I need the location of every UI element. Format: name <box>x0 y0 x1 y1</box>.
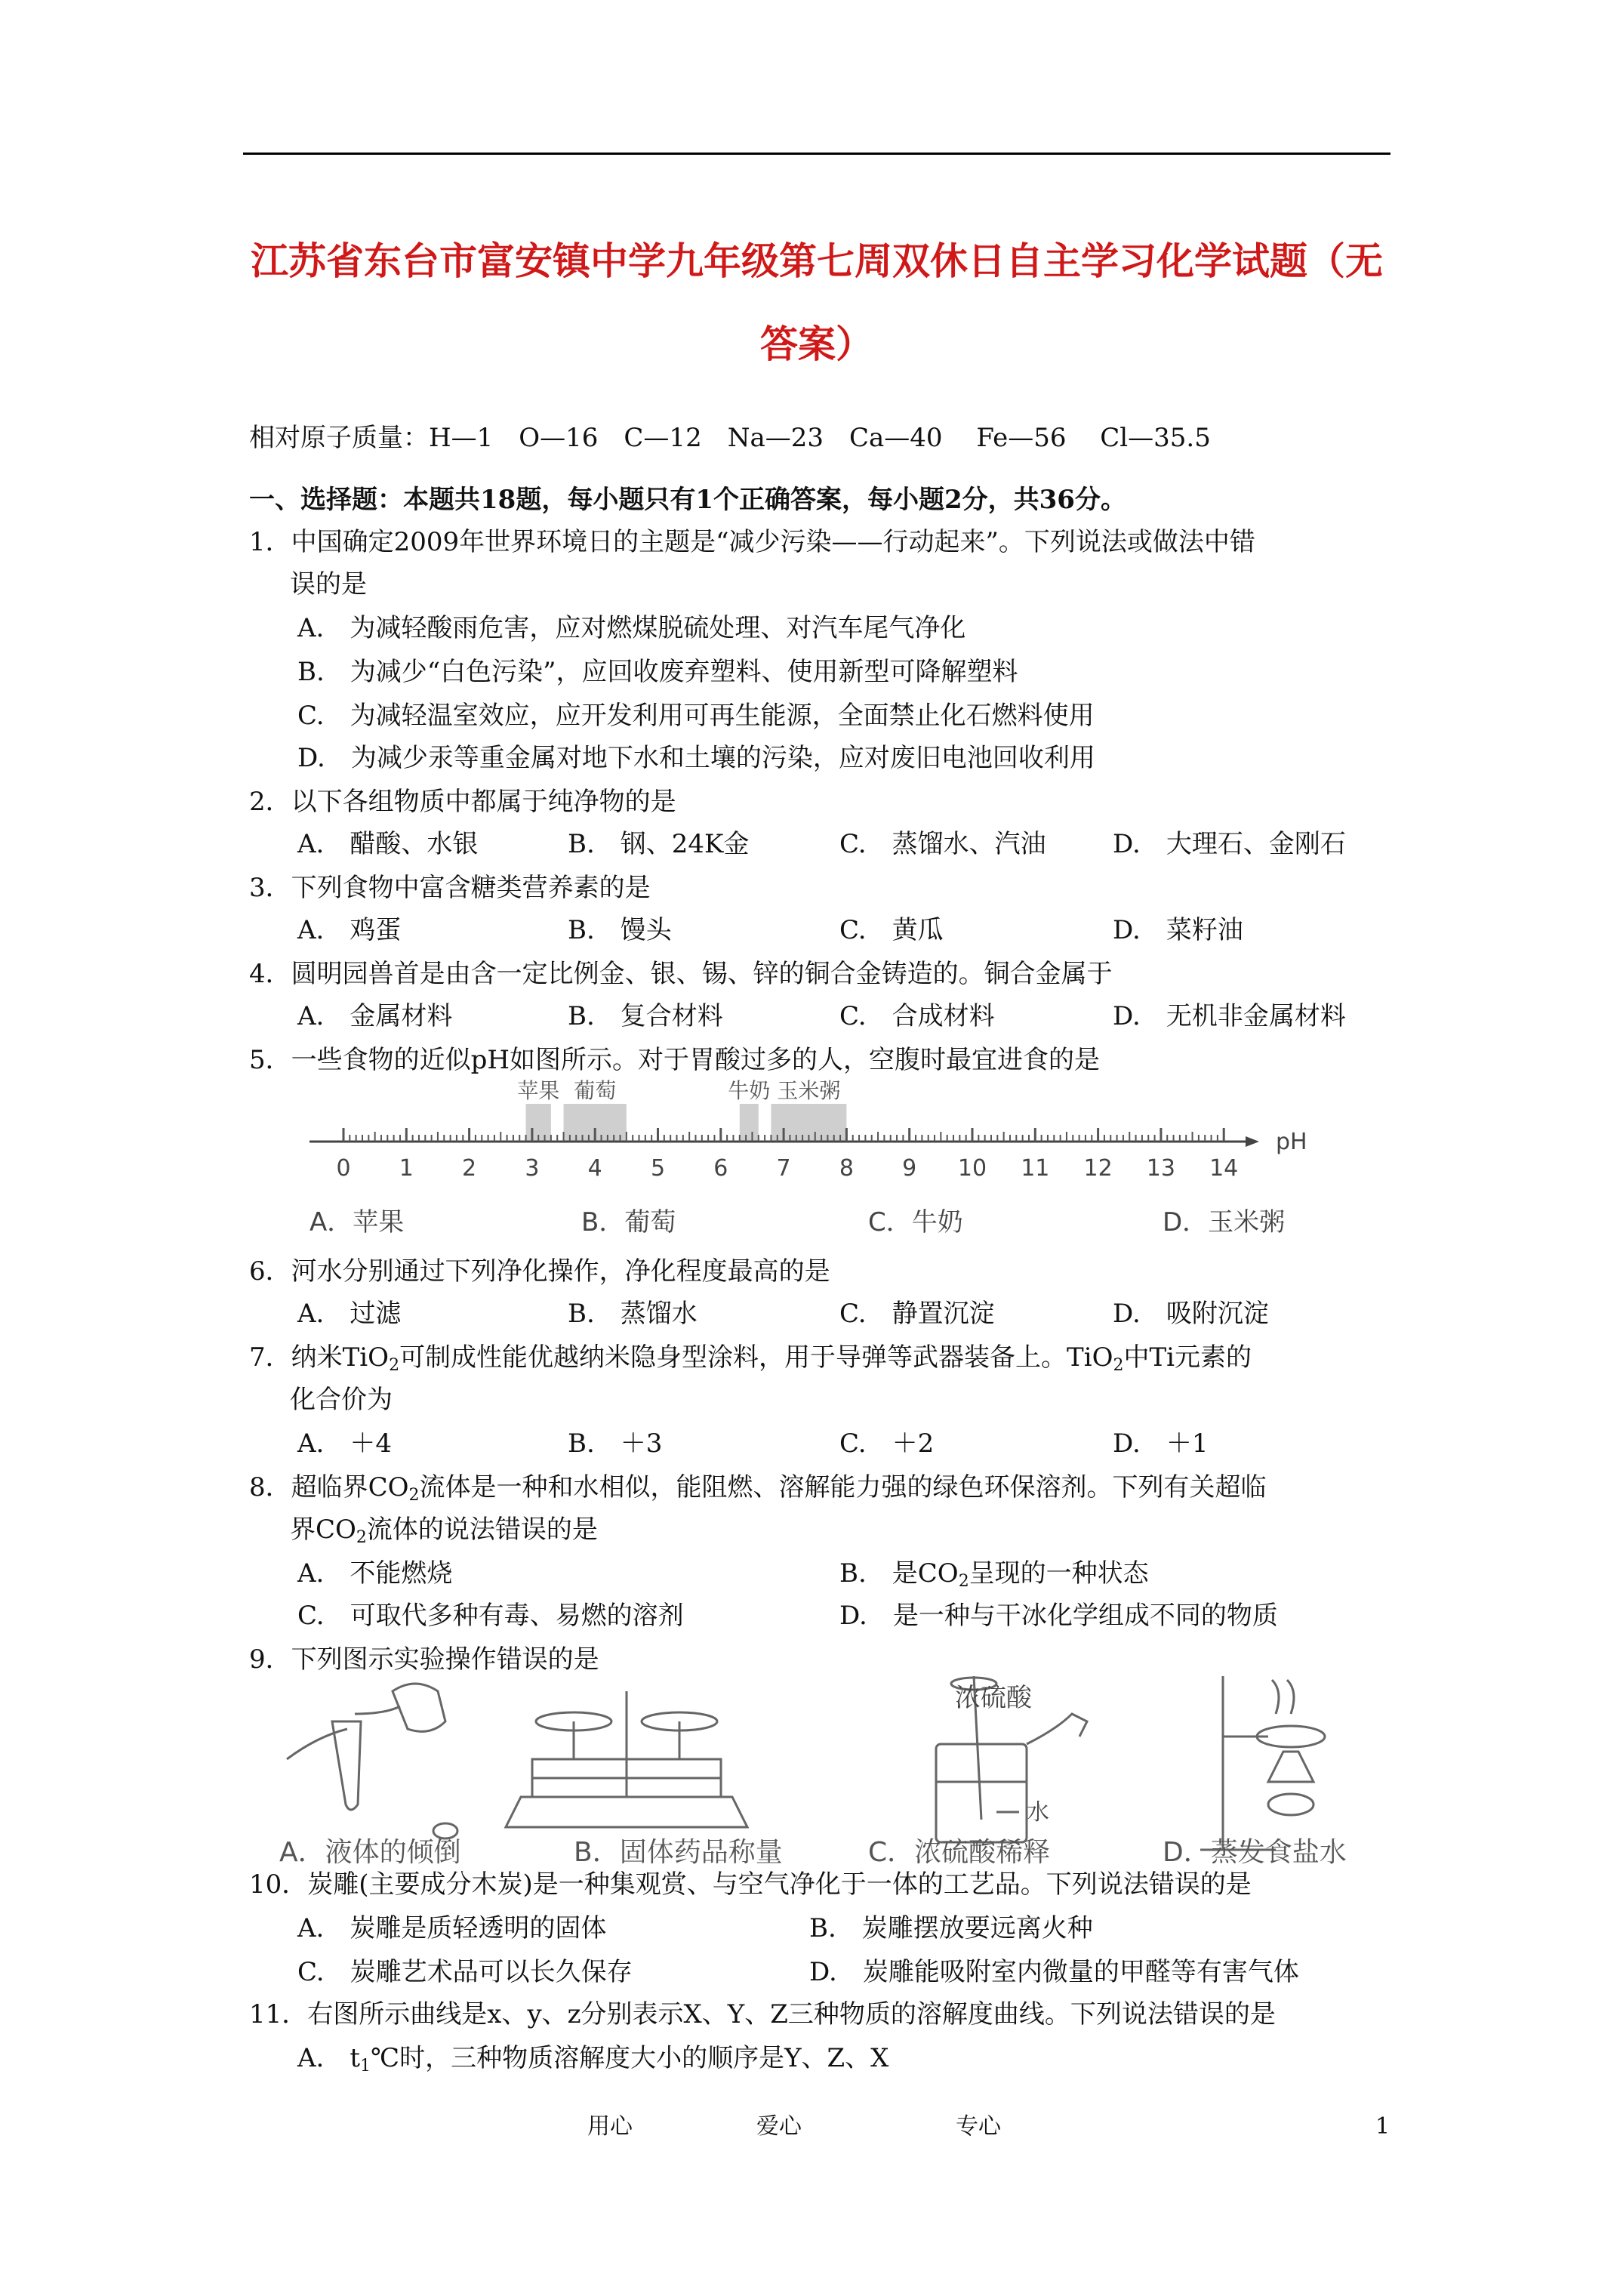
q11-option-a: A. $t_1℃$时，三种物质溶解度大小的顺序是Y、Z、X <box>297 2043 889 2076</box>
q6-option-a: A. 过滤 <box>297 1299 402 1329</box>
q10-option-b: B. 炭雕摆放要远离火种 <box>809 1913 1093 1943</box>
ph-band-label: 牛奶 <box>728 1078 771 1103</box>
q4-option-a: A. 金属材料 <box>297 1001 453 1031</box>
ph-band-label: 苹果 <box>517 1078 560 1103</box>
q3-option-a: A. 鸡蛋 <box>297 915 402 945</box>
q5-option-c: C．牛奶 <box>868 1207 963 1237</box>
q11-stem: 11．右图所示曲线是x、y、z分别表示X、Y、Z三种物质的溶解度曲线。下列说法错误的是 <box>249 1999 1276 2029</box>
q9-stem: 9．下列图示实验操作错误的是 <box>249 1644 599 1675</box>
q7-option-c: C. ＋2 <box>839 1428 935 1459</box>
conc-acid-label: 浓硫酸 <box>955 1683 1032 1713</box>
q2-option-a: A. 醋酸、水银 <box>297 829 479 859</box>
balance-figure <box>506 1691 747 1827</box>
ph-scale-figure <box>294 1072 1321 1276</box>
q8-stem-line1: 8．超临界$CO_2$流体是一种和水相似，能阻燃、溶解能力强的绿色环保溶剂。下列有关超临 <box>249 1472 1267 1505</box>
ph-tick-label: 14 <box>1209 1155 1239 1182</box>
footer-left: 用心 <box>587 2113 633 2140</box>
q10-option-a: A. 炭雕是质轻透明的固体 <box>297 1913 607 1943</box>
water-label: 水 <box>1027 1799 1049 1826</box>
ph-tick-label: 1 <box>399 1155 414 1182</box>
section-heading: 一、选择题：本题共18题，每小题只有1个正确答案，每小题2分，共36分。 <box>249 485 1126 515</box>
pouring-liquid-figure <box>287 1684 457 1838</box>
q6-option-c: C. 静置沉淀 <box>839 1299 995 1329</box>
q7-stem-line1: 7．纳米TiO$_2$可制成性能优越纳米隐身型涂料，用于导弹等武器装备上。TiO$_2$中Ti元素的 <box>249 1342 1252 1375</box>
ph-tick-label: 11 <box>1021 1155 1050 1182</box>
q3-option-b: B. 馒头 <box>568 915 672 945</box>
ph-axis-arrow <box>1246 1136 1259 1147</box>
q4-option-b: B. 复合材料 <box>568 1001 723 1031</box>
q9-option-a: A．液体的倾倒 <box>279 1837 461 1868</box>
q5-option-d: D．玉米粥 <box>1163 1207 1286 1237</box>
document-title-line2: 答案） <box>760 322 873 366</box>
ph-band-label: 玉米粥 <box>777 1078 841 1103</box>
atomic-masses: 相对原子质量：H—1 O—16 C—12 Na—23 Ca—40 Fe—56 Cl—35.5 <box>249 423 1211 453</box>
q10-stem: 10．炭雕(主要成分木炭)是一种集观赏、与空气净化于一体的工艺品。下列说法错误的是 <box>249 1869 1252 1900</box>
ph-tick-label: 4 <box>587 1155 602 1182</box>
q8-option-c: C. 可取代多种有毒、易燃的溶剂 <box>297 1601 684 1631</box>
q2-option-b: B. 钢、24K金 <box>568 829 750 859</box>
footer-mid: 爱心 <box>756 2113 802 2140</box>
ph-tick-label: 0 <box>336 1155 351 1182</box>
q2-option-d: D. 大理石、金刚石 <box>1113 829 1346 859</box>
footer-right: 专心 <box>956 2113 1001 2140</box>
q5-stem: 5．一些食物的近似pH如图所示。对于胃酸过多的人，空腹时最宜进食的是 <box>249 1045 1101 1075</box>
q7-stem-line2: 化合价为 <box>290 1385 393 1415</box>
ph-tick-label: 8 <box>839 1155 854 1182</box>
q4-option-c: C. 合成材料 <box>839 1001 995 1031</box>
q6-option-b: B. 蒸馏水 <box>568 1299 698 1329</box>
q1-stem-line1: 1．中国确定2009年世界环境日的主题是“减少污染——行动起来”。下列说法或做法中错 <box>249 527 1255 557</box>
q10-option-c: C. 炭雕艺术品可以长久保存 <box>297 1957 633 1987</box>
q4-option-d: D. 无机非金属材料 <box>1113 1001 1346 1031</box>
q1-option-c: C. 为减轻温室效应，应开发利用可再生能源，全面禁止化石燃料使用 <box>297 701 1095 731</box>
q10-option-d: D. 炭雕能吸附室内微量的甲醛等有害气体 <box>809 1957 1299 1987</box>
ph-band <box>740 1104 759 1142</box>
document-title-line1: 江苏省东台市富安镇中学九年级第七周双休日自主学习化学试题（无 <box>251 239 1383 283</box>
q7-option-b: B. ＋3 <box>568 1428 663 1459</box>
q7-option-d: D. ＋1 <box>1113 1428 1209 1459</box>
q1-stem-line2: 误的是 <box>290 569 367 599</box>
q8-option-a: A. 不能燃烧 <box>297 1558 453 1589</box>
q9-option-d: D．蒸发食盐水 <box>1163 1837 1347 1868</box>
ph-tick-label: 3 <box>525 1155 540 1182</box>
q8-stem-line2: 界$CO_2$流体的说法错误的是 <box>290 1515 598 1547</box>
ph-tick-label: 12 <box>1083 1155 1113 1182</box>
q3-stem: 3．下列食物中富含糖类营养素的是 <box>249 873 651 903</box>
q4-stem: 4．圆明园兽首是由含一定比例金、银、锡、锌的铜合金铸造的。铜合金属于 <box>249 959 1113 989</box>
ph-tick-label: 2 <box>462 1155 477 1182</box>
ph-tick-label: 10 <box>957 1155 987 1182</box>
q6-option-d: D. 吸附沉淀 <box>1113 1299 1269 1329</box>
q3-option-c: C. 黄瓜 <box>839 915 944 945</box>
q9-lab-figures <box>272 1669 1404 1872</box>
q9-option-b: B．固体药品称量 <box>574 1837 783 1868</box>
q5-option-a: A．苹果 <box>310 1207 405 1237</box>
evaporation-figure <box>1200 1676 1325 1850</box>
ph-tick-label: 13 <box>1146 1155 1175 1182</box>
ph-tick-label: 5 <box>650 1155 666 1182</box>
q2-stem: 2．以下各组物质中都属于纯净物的是 <box>249 787 676 817</box>
q2-option-c: C. 蒸馏水、汽油 <box>839 829 1046 859</box>
page-number: 1 <box>1375 2113 1390 2140</box>
q8-option-b: B. 是$CO_2$呈现的一种状态 <box>839 1558 1149 1591</box>
q8-option-d: D. 是一种与干冰化学组成不同的物质 <box>839 1601 1278 1631</box>
q6-stem: 6．河水分别通过下列净化操作，净化程度最高的是 <box>249 1256 830 1287</box>
ph-tick-label: 7 <box>776 1155 791 1182</box>
q1-option-d: D. 为减少汞等重金属对地下水和土壤的污染，应对废旧电池回收利用 <box>297 743 1095 773</box>
ph-tick-label: 9 <box>902 1155 917 1182</box>
q1-option-a: A. 为减轻酸雨危害，应对燃煤脱硫处理、对汽车尾气净化 <box>297 613 966 643</box>
ph-tick-label: 6 <box>713 1155 728 1182</box>
q9-option-c: C．浓硫酸稀释 <box>868 1837 1051 1868</box>
q5-option-b: B．葡萄 <box>581 1207 676 1237</box>
q7-option-a: A. ＋4 <box>297 1428 392 1459</box>
ph-band-label: 葡萄 <box>574 1078 617 1103</box>
q1-option-b: B. 为减少“白色污染”，应回收废弃塑料、使用新型可降解塑料 <box>297 657 1018 687</box>
header-rule <box>243 153 1390 155</box>
ph-axis-label: pH <box>1276 1129 1307 1155</box>
q3-option-d: D. 菜籽油 <box>1113 915 1243 945</box>
